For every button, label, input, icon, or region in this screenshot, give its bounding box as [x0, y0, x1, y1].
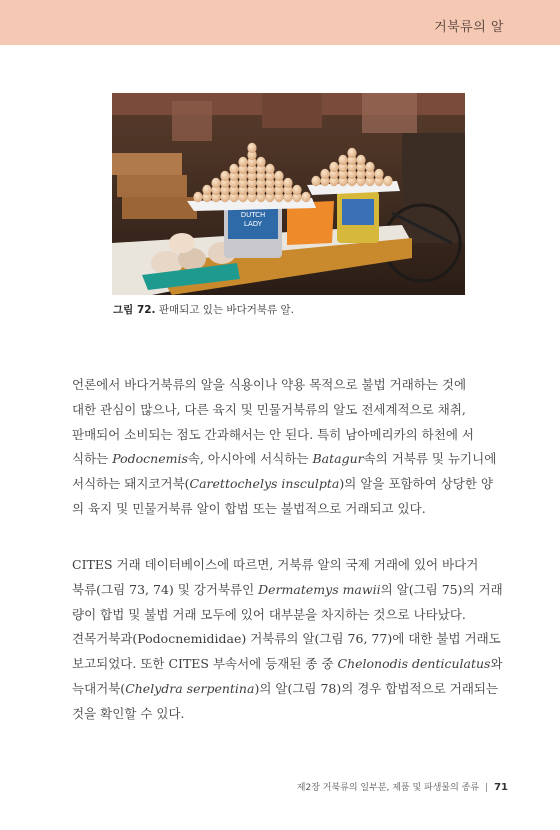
egg [301, 192, 310, 202]
paragraph-2 [72, 553, 503, 727]
p1-line-3: 판매되어 소비되는 점도 간과해서는 안 된다. 특히 남아메리카의 하천에 서 [72, 426, 474, 442]
p1-line-1: 언론에서 바다거북류의 알을 식용이나 약용 목적으로 불법 거래하는 것에 [72, 377, 467, 392]
egg [256, 157, 265, 167]
text-run: 와 [490, 656, 503, 672]
text-run: 속의 거북류 및 뉴기니에 [363, 451, 497, 467]
p1-line-5 [72, 472, 492, 497]
egg [338, 155, 347, 165]
text-run: 속, 아시아에 서식하는 [187, 451, 313, 467]
taxon-name: Batagur [312, 451, 364, 467]
egg [356, 155, 365, 165]
p2-line-5 [72, 652, 503, 677]
text-run: 보고되었다. 또한 CITES 부속서에 등재된 종 중 [72, 656, 338, 672]
taxon-name: Dermatemys mawii [258, 581, 381, 597]
page-number: 71 [494, 782, 508, 793]
taxon-name: Podocnemis [112, 451, 188, 467]
p2-line-1: CITES 거래 데이터베이스에 따르면, 거북류 알의 국제 거래에 있어 바다거 [72, 557, 479, 572]
egg [365, 162, 374, 172]
p1-line-6: 의 육지 및 민물거북류 알이 합법 또는 불법적으로 거래되고 있다. [72, 500, 426, 516]
taxon-name: Chelydra serpentina [125, 680, 255, 696]
p2-line-3: 량이 합법 및 불법 거래 모두에 있어 대부분을 차지하는 것으로 나타났다. [72, 606, 466, 622]
egg [374, 169, 383, 179]
figure-caption [113, 302, 294, 317]
egg [274, 171, 283, 181]
egg [265, 164, 274, 174]
egg [247, 143, 256, 153]
text-run: 의 알(그림 75)의 거래 [380, 581, 503, 597]
can-label-line2: LADY [243, 220, 263, 228]
egg [238, 157, 247, 167]
footer-chapter: 제2장 거북류의 일부분, 제품 및 파생물의 종류 [296, 783, 480, 793]
p1-line-2: 대한 관심이 많으나, 다른 육지 및 민물거북류의 알도 전세계적으로 채취, [72, 401, 466, 417]
egg [202, 185, 211, 195]
text-run: 서식하는 돼지코거북( [72, 476, 190, 492]
egg [311, 176, 320, 186]
p1-line-4 [72, 447, 497, 472]
footer-separator: | [485, 783, 489, 793]
figure-photo [112, 93, 465, 295]
egg [229, 164, 238, 174]
egg [292, 185, 301, 195]
egg [193, 192, 202, 202]
text-run: 북류(그림 73, 74) 및 강거북류인 [72, 581, 259, 597]
figure-label: 그림 72. [113, 304, 156, 316]
p2-line-7: 것을 확인할 수 있다. [72, 705, 185, 721]
egg [329, 162, 338, 172]
p2-line-2 [72, 578, 503, 603]
running-title: 거북류의 알 [434, 20, 504, 35]
egg [283, 178, 292, 188]
page-footer [297, 780, 508, 793]
page-header [0, 0, 560, 45]
p2-line-4: 견목거북과(Podocnemididae) 거북류의 알(그림 76, 77)에 대한 불법 거래도 [72, 631, 501, 647]
can-label-line1: DUTCH [240, 211, 266, 219]
figure-caption-text: 판매되고 있는 바다거북류 알. [158, 304, 294, 316]
text-run: 식하는 [72, 451, 113, 467]
paragraph-1 [72, 373, 497, 522]
text-run: )의 알(그림 78)의 경우 합법적으로 거래되는 [254, 680, 499, 696]
text-run: )의 알을 포함하여 상당한 양 [339, 476, 493, 492]
text-run: 늑대거북( [72, 680, 126, 696]
p2-line-6 [72, 677, 499, 702]
taxon-name: Chelonodis denticulatus [337, 656, 491, 672]
egg [320, 169, 329, 179]
egg [220, 171, 229, 181]
egg [211, 178, 220, 188]
egg [347, 148, 356, 158]
taxon-name: Carettochelys insculpta [189, 476, 340, 492]
egg [383, 176, 392, 186]
